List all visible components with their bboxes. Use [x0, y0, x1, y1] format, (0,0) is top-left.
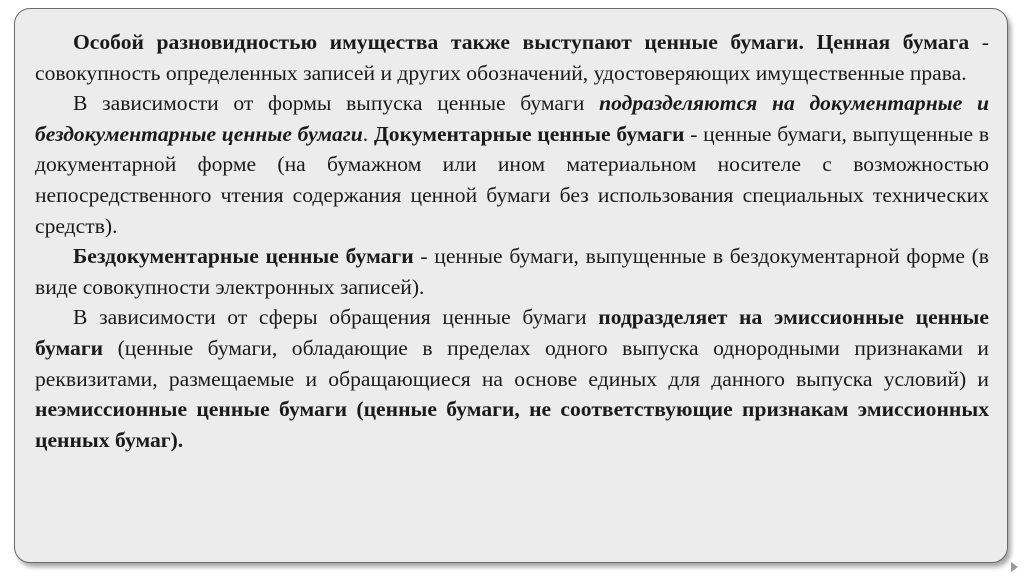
paragraph-1-run-2: - совокупность определенных записей и других обозначений, удостоверяющих имущественные права. [35, 30, 989, 85]
triangle-right-icon[interactable] [1011, 562, 1018, 572]
paragraph-4-run-1: В зависимости от сферы обращения ценные бумаги [73, 305, 599, 330]
paragraph-2-run-4: Документарные ценные бумаги [373, 121, 685, 146]
paragraph-1 [35, 27, 989, 88]
paragraph-2-run-1: В зависимости от формы выпуска ценные бумаги [73, 91, 600, 116]
paragraph-3-run-2: - ценные бумаги, выпущенные в бездокументарной форме (в виде совокупности электронных записей). [35, 244, 990, 299]
paragraph-4-run-4: неэмиссионные ценные бумаги (ценные бумаги, не соответствующие признакам эмиссионных ценных бумаг). [35, 397, 989, 452]
paragraph-1-run-1: Особой разновидностью имущества также выступают ценные бумаги. Ценная бумага [73, 30, 970, 54]
paragraph-4-run-3: (ценные бумаги, обладающие в пределах одного выпуска однородными признаками и реквизитами, размещаемые и обращающиеся на основе единых для данного выпуска условий) и [35, 335, 989, 391]
paragraph-2 [35, 88, 989, 241]
paragraph-3 [35, 241, 989, 302]
paragraph-2-run-3: . [362, 121, 374, 146]
paragraph-4-run-2: подразделяет на эмиссионные ценные бумаги [35, 305, 989, 360]
paragraph-2-run-2: подразделяются на документарные и бездокументарные ценные бумаги [35, 91, 989, 146]
paragraph-2-run-5: - ценные бумаги, выпущенные в документарной форме (на бумажном или ином материальном носителе с возможностью непосредственного чтения содержания ценной бумаги без использования специальных технических средств). [35, 121, 990, 238]
text-body [35, 27, 989, 455]
paragraph-4 [35, 302, 989, 455]
text-card [14, 8, 1008, 563]
paragraph-3-run-1: Бездокументарные ценные бумаги [73, 244, 414, 269]
